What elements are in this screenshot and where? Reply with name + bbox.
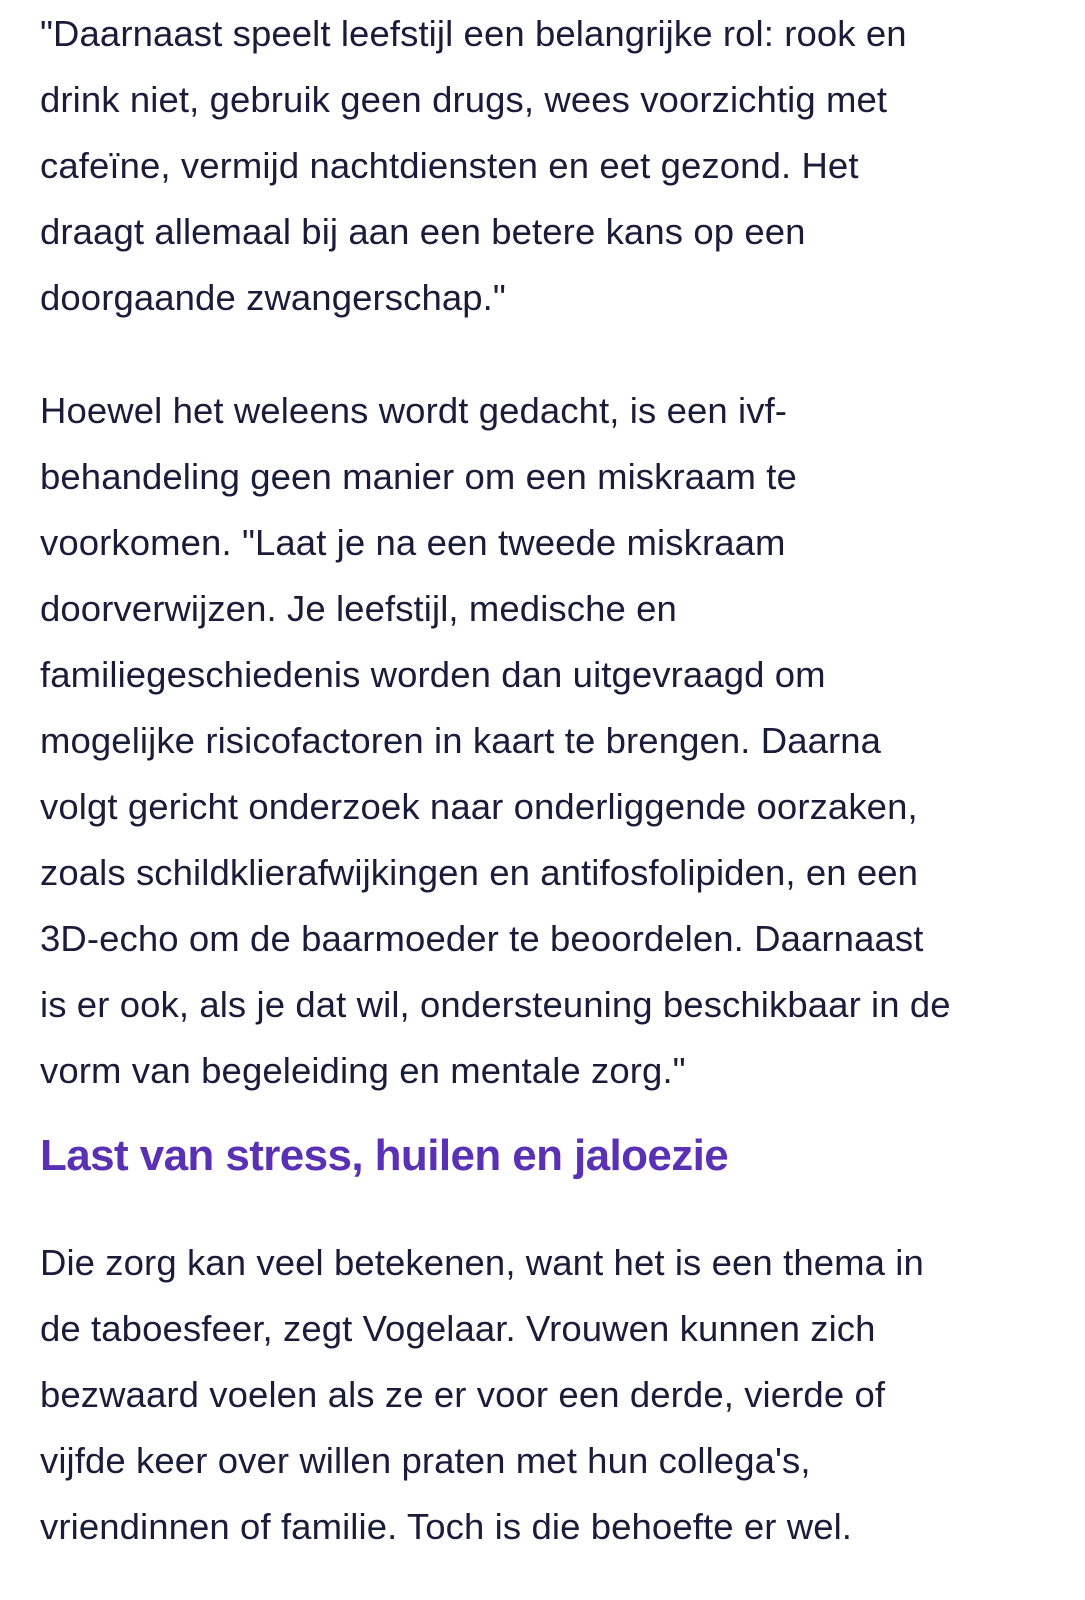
text-line: voorkomen. "Laat je na een tweede miskraam xyxy=(40,522,786,563)
text-line: bezwaard voelen als ze er voor een derde, vierde of xyxy=(40,1374,886,1415)
article-paragraph xyxy=(40,1,1050,331)
text-line: volgt gericht onderzoek naar onderliggende oorzaken, xyxy=(40,786,918,827)
text-line: "Daarnaast speelt leefstijl een belangrijke rol: rook en xyxy=(40,13,907,54)
text-line: behandeling geen manier om een miskraam te xyxy=(40,456,797,497)
text-line: vijfde keer over willen praten met hun collega's, xyxy=(40,1440,811,1481)
text-line: drink niet, gebruik geen drugs, wees voorzichtig met xyxy=(40,79,888,120)
article-paragraph xyxy=(40,378,1050,1104)
section-heading: Last van stress, huilen en jaloezie xyxy=(40,1131,729,1180)
text-line: cafeïne, vermijd nachtdiensten en eet gezond. Het xyxy=(40,145,859,186)
text-line: familiegeschiedenis worden dan uitgevraagd om xyxy=(40,654,826,695)
text-line: vriendinnen of familie. Toch is die behoefte er wel. xyxy=(40,1506,853,1547)
text-line: vorm van begeleiding en mentale zorg." xyxy=(40,1050,686,1091)
text-line: is er ook, als je dat wil, ondersteuning beschikbaar in de xyxy=(40,984,951,1025)
text-line: Die zorg kan veel betekenen, want het is een thema in xyxy=(40,1242,924,1283)
text-line: zoals schildklierafwijkingen en antifosfolipiden, en een xyxy=(40,852,919,893)
text-line: draagt allemaal bij aan een betere kans op een xyxy=(40,211,806,252)
text-line: mogelijke risicofactoren in kaart te brengen. Daarna xyxy=(40,720,882,761)
text-line: doorgaande zwangerschap." xyxy=(40,277,506,318)
article-paragraph xyxy=(40,1230,1050,1560)
text-line: 3D-echo om de baarmoeder te beoordelen. Daarnaast xyxy=(40,918,924,959)
text-line: Hoewel het weleens wordt gedacht, is een ivf- xyxy=(40,390,788,431)
text-line: doorverwijzen. Je leefstijl, medische en xyxy=(40,588,677,629)
text-line: de taboesfeer, zegt Vogelaar. Vrouwen kunnen zich xyxy=(40,1308,876,1349)
